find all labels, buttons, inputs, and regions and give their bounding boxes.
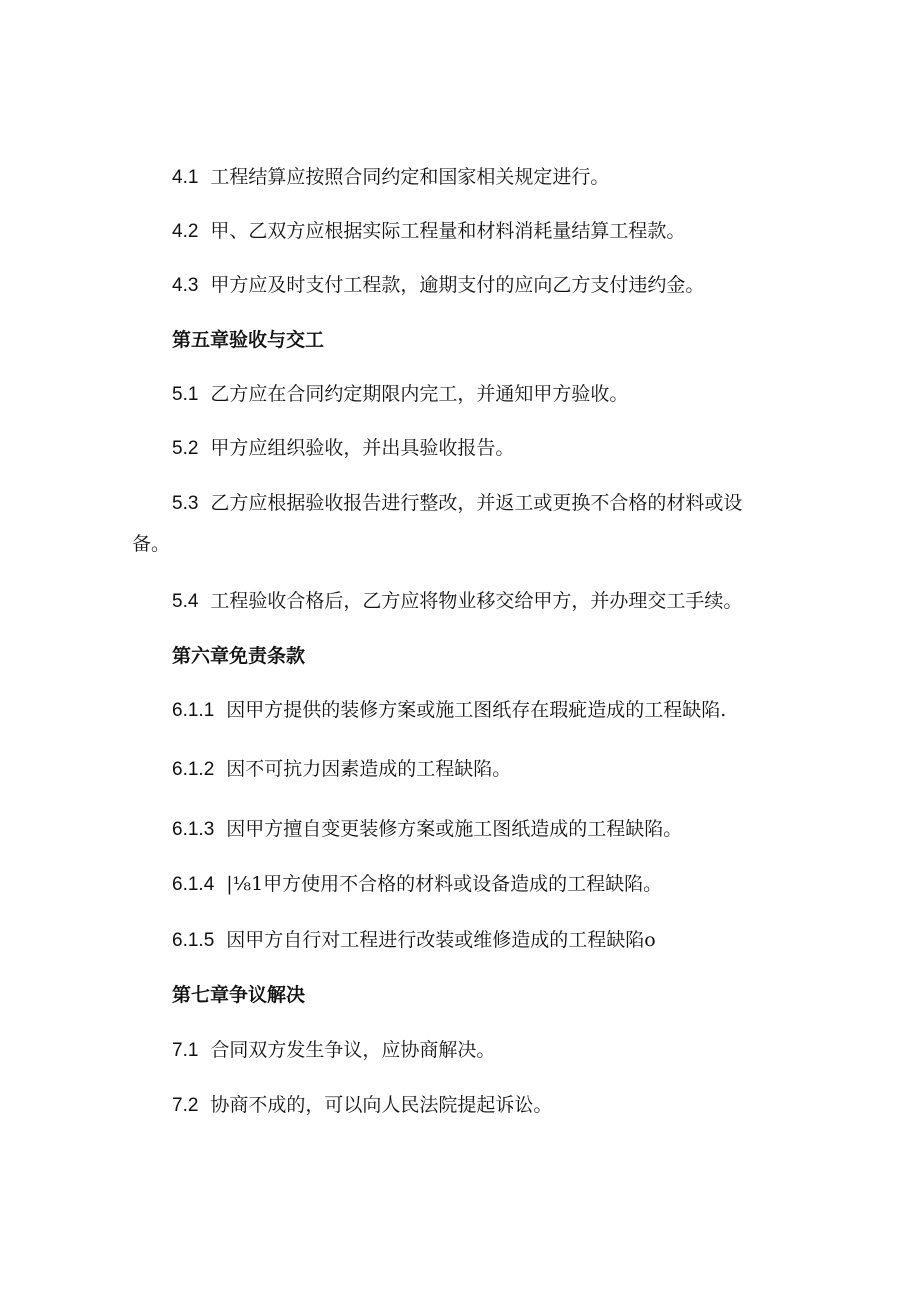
clause-number: 6.1.3 <box>172 819 215 840</box>
clause-text: 协商不成的，可以向人民法院提起诉讼。 <box>210 1094 553 1116</box>
clause-number: 5.3 <box>172 493 199 514</box>
clause-text: 工程结算应按照合同约定和国家相关规定进行。 <box>210 166 610 188</box>
clause-number: 5.1 <box>172 384 199 405</box>
clause-6-1-1 <box>172 690 790 731</box>
clause-6-1-5 <box>172 920 790 961</box>
clause-text: 因甲方提供的装修方案或施工图纸存在瑕疵造成的工程缺陷. <box>226 699 727 721</box>
clause-text: 甲、乙双方应根据实际工程量和材料消耗量结算工程款。 <box>210 220 686 242</box>
clause-number: 4.2 <box>172 221 199 242</box>
chapter-7-heading: 第七章争议解决 <box>172 984 306 1006</box>
clause-number: 7.1 <box>172 1040 199 1061</box>
clause-text: 乙方应根据验收报告进行整改，并返工或更换不合格的材料或设 <box>210 492 743 514</box>
clause-5-1 <box>172 374 790 415</box>
clause-6-1-2 <box>172 749 790 790</box>
clause-text: 甲方应组织验收，并出具验收报告。 <box>210 437 515 459</box>
clause-text: 合同双方发生争议，应协商解决。 <box>210 1039 496 1061</box>
clause-text: 工程验收合格后，乙方应将物业移交给甲方，并办理交工手续。 <box>210 590 743 612</box>
chapter-6-heading: 第六章免责条款 <box>172 645 306 667</box>
clause-5-4 <box>172 581 790 622</box>
clause-number: 4.3 <box>172 275 199 296</box>
clause-text: 因甲方擅自变更装修方案或施工图纸造成的工程缺陷。 <box>226 818 683 840</box>
clause-4-3 <box>172 265 790 306</box>
clause-text-continuation: 备。 <box>132 533 171 555</box>
clause-text: 因不可抗力因素造成的工程缺陷。 <box>226 758 512 780</box>
clause-number: 7.2 <box>172 1095 199 1116</box>
clause-number: 5.2 <box>172 438 199 459</box>
clause-7-2 <box>172 1085 790 1126</box>
clause-6-1-3 <box>172 809 790 850</box>
clause-number: 6.1.4 <box>172 874 215 895</box>
clause-number: 5.4 <box>172 591 199 612</box>
clause-5-2 <box>172 428 790 469</box>
clause-text: |⅛1甲方使用不合格的材料或设备造成的工程缺陷。 <box>226 873 663 895</box>
clause-6-1-4 <box>172 864 790 905</box>
clause-text: 甲方应及时支付工程款，逾期支付的应向乙方支付违约金。 <box>210 274 705 296</box>
clause-4-2 <box>172 211 790 252</box>
clause-5-3 <box>132 483 792 564</box>
clause-4-1 <box>172 157 790 198</box>
clause-number: 6.1.5 <box>172 930 215 951</box>
clause-number: 4.1 <box>172 167 199 188</box>
clause-number: 6.1.1 <box>172 700 215 721</box>
chapter-5-heading: 第五章验收与交工 <box>172 329 325 351</box>
clause-text: 因甲方自行对工程进行改装或维修造成的工程缺陷o <box>226 929 656 951</box>
clause-text: 乙方应在合同约定期限内完工，并通知甲方验收。 <box>210 383 629 405</box>
clause-7-1 <box>172 1030 790 1071</box>
clause-number: 6.1.2 <box>172 759 215 780</box>
